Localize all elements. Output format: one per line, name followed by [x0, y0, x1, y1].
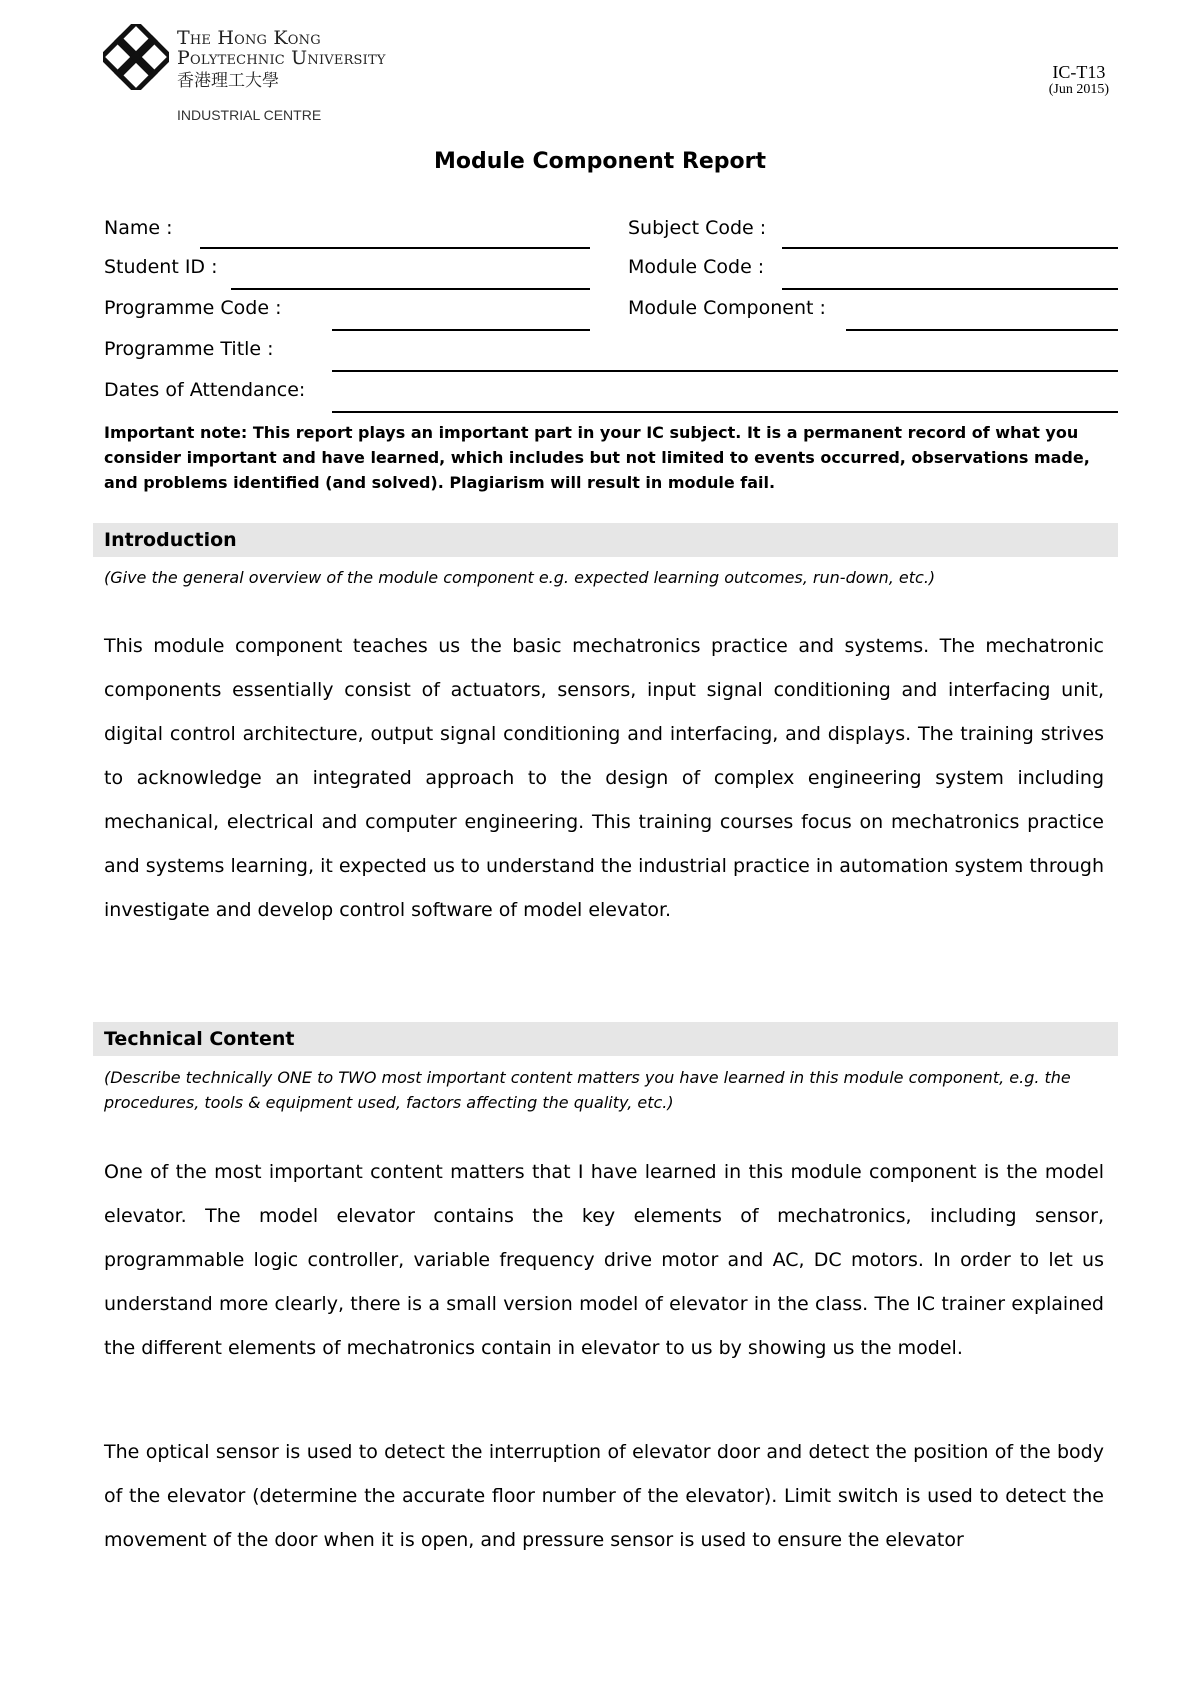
university-logo [103, 24, 463, 128]
form-code: IC-T13 [1052, 62, 1106, 82]
name-field[interactable] [200, 247, 590, 249]
programme-title-label: Programme Title : [104, 338, 274, 360]
module-code-field[interactable] [782, 288, 1118, 290]
module-component-label: Module Component : [628, 297, 826, 319]
programme-title-field[interactable] [332, 370, 1118, 372]
technical-content-hint: (Describe technically ONE to TWO most important content matters you have learned in this module component, e.g. the procedures, tools & equipment used, factors affecting the quality, etc.) [104, 1068, 1071, 1112]
subject-code-field[interactable] [782, 247, 1118, 249]
university-name [177, 28, 386, 92]
university-name-line1: The Hong Kong [177, 27, 321, 49]
important-note: Important note: This report plays an important part in your IC subject. It is a permanent record of what you consider important and have learned, which includes but not limited to events occurred, observations made, and problems identified (and solved). Plagiarism will result in module fail. [104, 423, 1090, 492]
introduction-heading: Introduction [104, 529, 237, 551]
dates-label: Dates of Attendance: [104, 379, 306, 401]
centre-name: INDUSTRIAL CENTRE [177, 107, 322, 123]
dates-field[interactable] [332, 411, 1118, 413]
technical-content-header [93, 1022, 1118, 1056]
name-label: Name : [104, 217, 173, 239]
programme-code-label: Programme Code : [104, 297, 282, 319]
technical-content-heading: Technical Content [104, 1028, 295, 1050]
technical-content-para1: One of the most important content matters that I have learned in this module component is the model elevator. The model elevator contains the key elements of mechatronics, including sensor, programmable logic controller, variable frequency drive motor and AC, DC motors. In order to let us understand more clearly, there is a small version model of elevator in the class. The IC trainer explained the different elements of mechatronics contain in elevator to us by showing us the model. [104, 1161, 1104, 1359]
student-id-field[interactable] [231, 288, 590, 290]
student-id-label: Student ID : [104, 256, 218, 278]
form-date: (Jun 2015) [1048, 82, 1109, 97]
university-name-line2: Polytechnic University [177, 47, 386, 69]
subject-code-label: Subject Code : [628, 217, 767, 239]
form-code-block [1049, 62, 1109, 98]
module-component-field[interactable] [846, 329, 1118, 331]
module-code-label: Module Code : [628, 256, 765, 278]
introduction-body: This module component teaches us the basic mechatronics practice and systems. The mechatronic components essentially consist of actuators, sensors, input signal conditioning and interfacing unit, digital control architecture, output signal conditioning and interfacing, and displays. The training strives to acknowledge an integrated approach to the design of complex engineering system including mechanical, electrical and computer engineering. This training courses focus on mechatronics practice and systems learning, it expected us to understand the industrial practice in automation system through investigate and develop control software of model elevator. [104, 635, 1104, 921]
polyu-emblem-icon [103, 24, 169, 90]
technical-content-para2: The optical sensor is used to detect the interruption of elevator door and detect the position of the body of the elevator (determine the accurate floor number of the elevator). Limit switch is used to detect the movement of the door when it is open, and pressure sensor is used to ensure the elevator [104, 1441, 1104, 1551]
introduction-hint: (Give the general overview of the module component e.g. expected learning outcomes, run-down, etc.) [104, 568, 936, 587]
introduction-header [93, 523, 1118, 557]
university-name-cjk: 香港理工大學 [177, 71, 279, 91]
programme-code-field[interactable] [332, 329, 590, 331]
page-title: Module Component Report [433, 149, 767, 174]
